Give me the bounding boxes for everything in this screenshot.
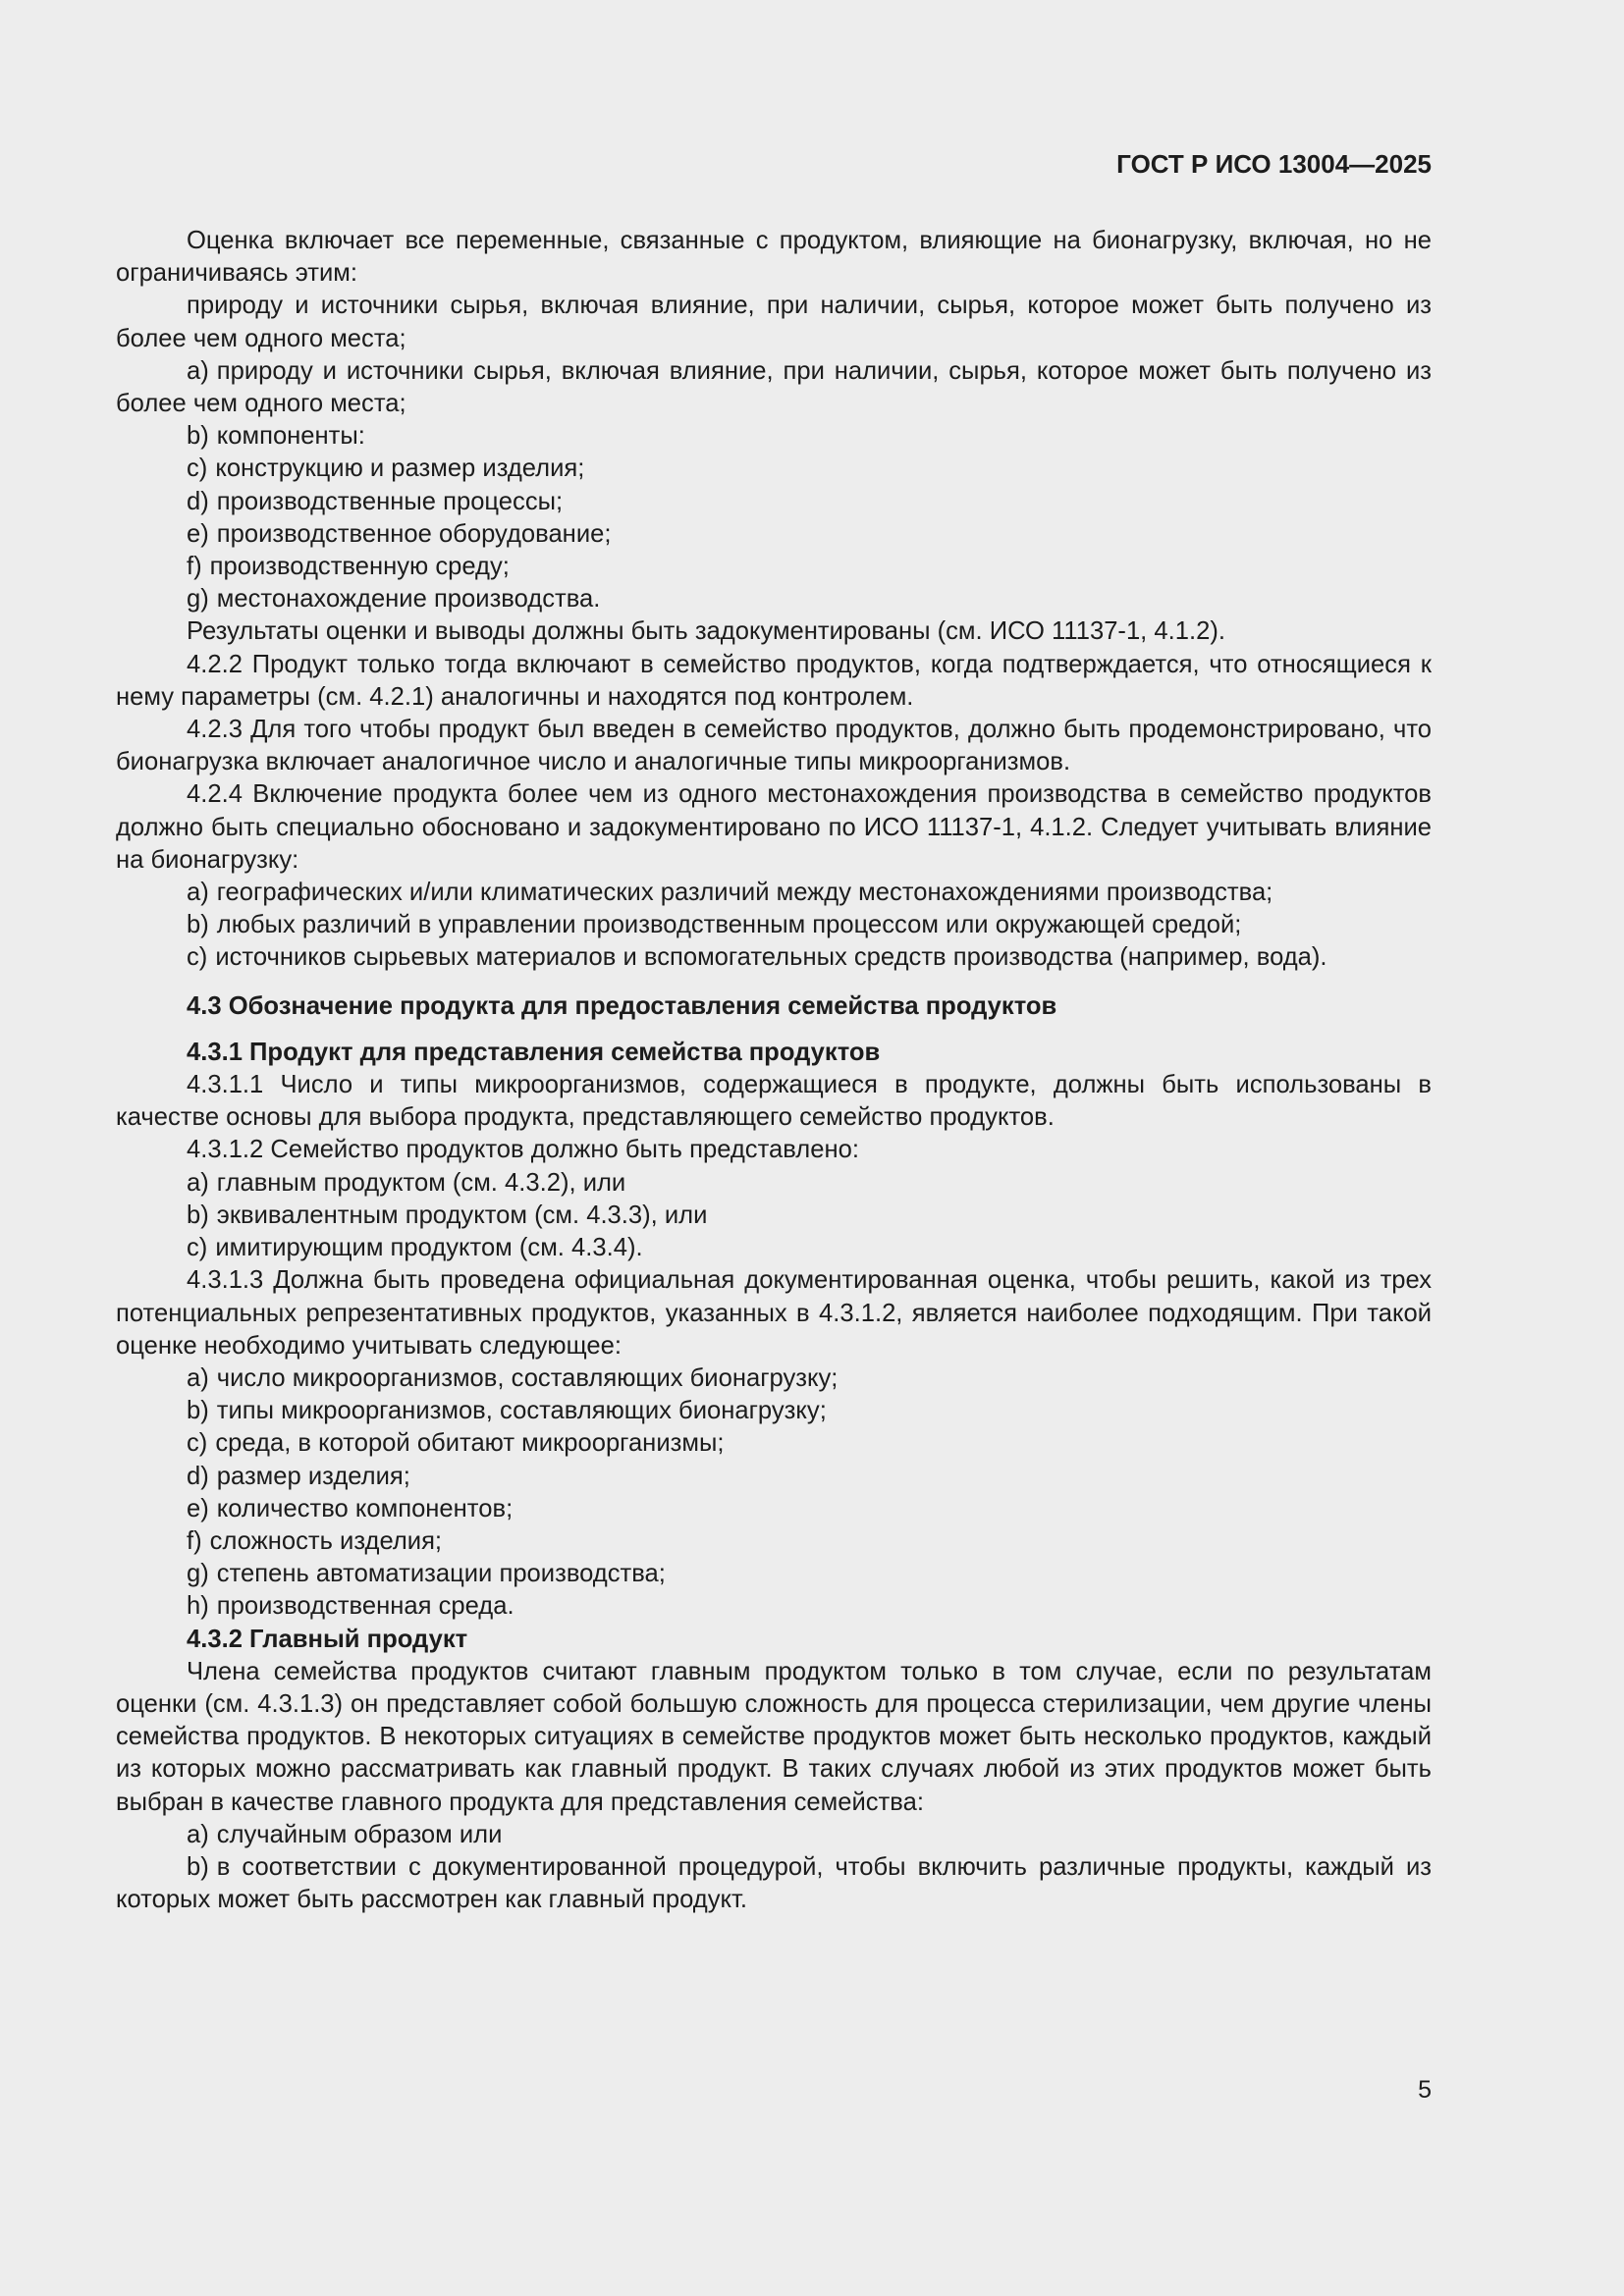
list3-item-b bbox=[116, 1200, 1432, 1232]
section-heading-4-3-1: 4.3.1 Продукт для представления семейства продуктов bbox=[187, 1038, 881, 1066]
list-marker: g) bbox=[187, 1560, 209, 1588]
list-marker: g) bbox=[187, 585, 209, 614]
list-marker: b) bbox=[187, 1201, 209, 1229]
list-marker: c) bbox=[187, 1234, 208, 1262]
list2-item-a bbox=[116, 877, 1432, 909]
list-item-text: в соответствии с документированной процедурой, чтобы включить различные продукты, каждый из которых может быть рассмотрен как главный продукт. bbox=[116, 1852, 1432, 1914]
list-marker: c) bbox=[187, 943, 208, 972]
list-marker: a) bbox=[187, 1363, 209, 1392]
list5-item-b bbox=[116, 1851, 1432, 1916]
list1-item-a bbox=[116, 355, 1432, 420]
list-item-text: сложность изделия; bbox=[209, 1526, 443, 1555]
list4-item-b bbox=[116, 1395, 1432, 1427]
paragraph-4-3-1-1: 4.3.1.1 Число и типы микроорганизмов, содержащиеся в продукте, должны быть использованы в качестве основы для выбора продукта, представляющего семейство продуктов. bbox=[116, 1071, 1432, 1132]
list3-item-a bbox=[116, 1167, 1432, 1200]
list-marker: e) bbox=[187, 1494, 209, 1522]
list-item-text: источников сырьевых материалов и вспомогательных средств производства (например, вода). bbox=[215, 943, 1327, 972]
list-item-text: имитирующим продуктом (см. 4.3.4). bbox=[215, 1234, 643, 1262]
list-item-text: случайным образом или bbox=[216, 1820, 503, 1848]
list5-item-a bbox=[116, 1819, 1432, 1851]
paragraph-4-3-2: Члена семейства продуктов считают главным продуктом только в том случае, если по результатам оценки (см. 4.3.1.3) он представляет собой большую сложность для процесса стерилизации, чем другие члены семейства продуктов. В некоторых ситуациях в семействе продуктов может быть несколько продуктов, каждый из которых можно рассматривать как главный продукт. В таких случаях любой из этих продуктов может быть выбран в качестве главного продукта для представления семейства: bbox=[116, 1657, 1432, 1816]
paragraph-intro: Оценка включает все переменные, связанные с продуктом, влияющие на бионагрузку, включая, но не ограничиваясь этим: bbox=[116, 227, 1432, 288]
list-item-text: главным продуктом (см. 4.3.2), или bbox=[216, 1168, 626, 1197]
list-item-text: природу и источники сырья, включая влияние, при наличии, сырья, которое может быть получено из более чем одного места; bbox=[116, 356, 1432, 418]
section-heading-4-3: 4.3 Обозначение продукта для предоставления семейства продуктов bbox=[187, 991, 1057, 1020]
list4-item-h bbox=[116, 1590, 1432, 1623]
list1-item-c bbox=[116, 453, 1432, 485]
list4-item-f bbox=[116, 1525, 1432, 1558]
list-marker: f) bbox=[187, 553, 202, 581]
list3-item-c bbox=[116, 1232, 1432, 1264]
paragraph-intro-2: природу и источники сырья, включая влияние, при наличии, сырья, которое может быть получено из более чем одного места; bbox=[116, 292, 1432, 352]
list-item-text: число микроорганизмов, составляющих бионагрузку; bbox=[216, 1363, 839, 1392]
page-header: ГОСТ Р ИСО 13004—2025 bbox=[1116, 149, 1432, 179]
list2-item-b bbox=[116, 909, 1432, 941]
list-marker: b) bbox=[187, 1852, 209, 1881]
list-marker: a) bbox=[187, 879, 209, 907]
list4-item-c bbox=[116, 1427, 1432, 1460]
paragraph-results: Результаты оценки и выводы должны быть задокументированы (см. ИСО 11137-1, 4.1.2). bbox=[187, 617, 1225, 646]
list-marker: a) bbox=[187, 1168, 209, 1197]
page-number: 5 bbox=[1418, 2076, 1432, 2104]
paragraph-4-3-1-2: 4.3.1.2 Семейство продуктов должно быть представлено: bbox=[187, 1136, 859, 1164]
paragraph-4-2-2: 4.2.2 Продукт только тогда включают в семейство продуктов, когда подтверждается, что относящиеся к нему параметры (см. 4.2.1) аналогичны и находятся под контролем. bbox=[116, 650, 1432, 711]
list-marker: a) bbox=[187, 1820, 209, 1848]
paragraph-4-3-1-3: 4.3.1.3 Должна быть проведена официальная документированная оценка, чтобы решить, какой из трех потенциальных репрезентативных продуктов, указанных в 4.3.1.2, является наиболее подходящим. При такой оценке необходимо учитывать следующее: bbox=[116, 1266, 1432, 1360]
list-item-text: производственную среду; bbox=[209, 553, 510, 581]
list-item-text: конструкцию и размер изделия; bbox=[215, 454, 585, 483]
list-item-text: географических и/или климатических различий между местонахождениями производства; bbox=[216, 879, 1273, 907]
list-marker: c) bbox=[187, 1429, 208, 1458]
list-marker: c) bbox=[187, 454, 208, 483]
list-item-text: местонахождение производства. bbox=[216, 585, 601, 614]
paragraph-4-2-4: 4.2.4 Включение продукта более чем из одного местонахождения производства в семейство продуктов должно быть специально обосновано и задокументировано по ИСО 11137-1, 4.1.2. Следует учитывать влияние на бионагрузку: bbox=[116, 780, 1432, 874]
list-item-text: размер изделия; bbox=[216, 1462, 410, 1490]
list-item-text: производственные процессы; bbox=[216, 487, 564, 515]
list1-item-f bbox=[116, 551, 1432, 583]
list1-item-g bbox=[116, 583, 1432, 615]
list-marker: a) bbox=[187, 356, 209, 385]
list-item-text: степень автоматизации производства; bbox=[216, 1560, 666, 1588]
list4-item-a bbox=[116, 1362, 1432, 1395]
list-item-text: производственная среда. bbox=[216, 1592, 514, 1621]
list-marker: b) bbox=[187, 911, 209, 939]
list4-item-e bbox=[116, 1493, 1432, 1525]
list-item-text: типы микроорганизмов, составляющих бионагрузку; bbox=[216, 1397, 827, 1425]
list4-item-d bbox=[116, 1461, 1432, 1493]
list-marker: f) bbox=[187, 1526, 202, 1555]
paragraph-4-2-3: 4.2.3 Для того чтобы продукт был введен в семейство продуктов, должно быть продемонстрировано, что бионагрузка включает аналогичное число и аналогичные типы микроорганизмов. bbox=[116, 716, 1432, 776]
list-marker: h) bbox=[187, 1592, 209, 1621]
list-item-text: любых различий в управлении производственным процессом или окружающей средой; bbox=[216, 911, 1242, 939]
list-item-text: производственное оборудование; bbox=[216, 519, 612, 548]
document-body bbox=[116, 225, 1432, 1916]
list-marker: d) bbox=[187, 487, 209, 515]
list1-item-e bbox=[116, 518, 1432, 551]
section-heading-4-3-2: 4.3.2 Главный продукт bbox=[187, 1625, 468, 1653]
list-marker: b) bbox=[187, 422, 209, 451]
list-marker: d) bbox=[187, 1462, 209, 1490]
list-marker: b) bbox=[187, 1397, 209, 1425]
list-item-text: компоненты: bbox=[216, 422, 365, 451]
list2-item-c bbox=[116, 941, 1432, 974]
list-item-text: количество компонентов; bbox=[216, 1494, 514, 1522]
list4-item-g bbox=[116, 1558, 1432, 1590]
list1-item-d bbox=[116, 486, 1432, 518]
list1-item-b bbox=[116, 420, 1432, 453]
list-item-text: среда, в которой обитают микроорганизмы; bbox=[215, 1429, 725, 1458]
list-marker: e) bbox=[187, 519, 209, 548]
list-item-text: эквивалентным продуктом (см. 4.3.3), или bbox=[216, 1201, 708, 1229]
